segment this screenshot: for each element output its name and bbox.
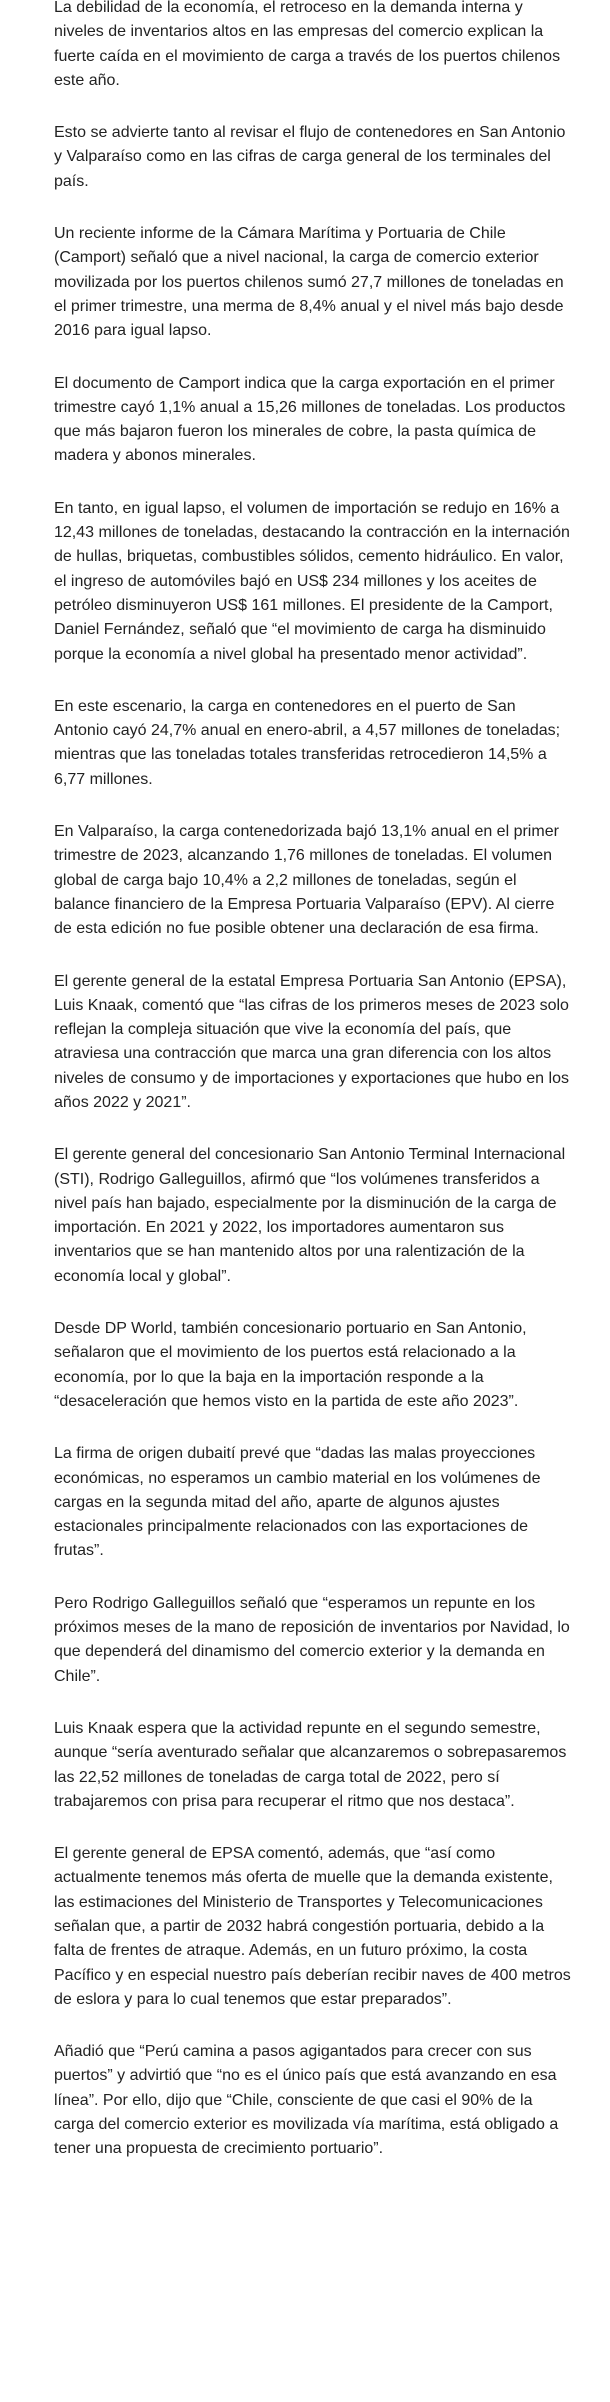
- paragraph-6: En este escenario, la carga en contenedores en el puerto de San Antonio cayó 24,7% anual en enero-abril, a 4,57 millones de toneladas; mientras que las toneladas totales transferidas retrocedieron 14,5% a 6,77 millones.: [54, 697, 561, 788]
- paragraph-8: El gerente general de la estatal Empresa Portuaria San Antonio (EPSA), Luis Knaak, comentó que “las cifras de los primeros meses de 2023 solo reflejan la compleja situación que vive la economía del país, que atraviesa una contracción que marca una gran diferencia con los altos niveles de consumo y de importaciones y exportaciones que hubo en los años 2022 y 2021”.: [54, 972, 569, 1111]
- paragraph-9: El gerente general del concesionario San Antonio Terminal Internacional (STI), Rodrigo Galleguillos, afirmó que “los volúmenes transferidos a nivel país han bajado, especialmente por la disminución de la carga de importación. En 2021 y 2022, los importadores aumentaron sus inventarios que se han mantenido altos por una ralentización de la economía local y global”.: [54, 1146, 566, 1285]
- paragraph-10: Desde DP World, también concesionario portuario en San Antonio, señalaron que el movimiento de los puertos está relacionado a la economía, por lo que la baja en la importación responde a la “desaceleración que hemos visto en la partida de este año 2023”.: [54, 1320, 527, 1410]
- paragraph-1: La debilidad de la economía, el retroceso en la demanda interna y niveles de inventarios altos en las empresas del comercio explican la fuerte caída en el movimiento de carga a través de los puertos chilenos este año.: [54, 0, 561, 89]
- paragraph-5: En tanto, en igual lapso, el volumen de importación se redujo en 16% a 12,43 millones de toneladas, destacando la contracción en la internación de hullas, briquetas, combustibles sólidos, cemento hidráulico. En valor, el ingreso de automóviles bajó en US$ 234 millones y los aceites de petróleo disminuyeron US$ 161 millones. El presidente de la Camport, Daniel Fernández, señaló que “el movimiento de carga ha disminuido porque la economía a nivel global ha presentado menor actividad”.: [54, 499, 570, 663]
- paragraph-13: Luis Knaak espera que la actividad repunte en el segundo semestre, aunque “sería aventurado señalar que alcanzaremos o sobrepasaremos las 22,52 millones de toneladas de carga total de 2022, pero sí trabajaremos con prisa para recuperar el ritmo que nos destaca”.: [54, 1719, 567, 1810]
- paragraph-11: La firma de origen dubaití prevé que “dadas las malas proyecciones económicas, no esperamos un cambio material en los volúmenes de cargas en la segunda mitad del año, aparte de algunos ajustes estacionales principalmente relacionados con las exportaciones de frutas”.: [54, 1445, 541, 1560]
- paragraph-15: Añadió que “Perú camina a pasos agigantados para crecer con sus puertos” y advirtió que “no es el único país que está avanzando en esa línea”. Por ello, dijo que “Chile, consciente de que casi el 90% de la carga del comercio exterior es movilizada vía marítima, está obligado a tener una propuesta de crecimiento portuario”.: [54, 2043, 559, 2158]
- paragraph-7: En Valparaíso, la carga contenedorizada bajó 13,1% anual en el primer trimestre de 2023, alcanzando 1,76 millones de toneladas. El volumen global de carga bajo 10,4% a 2,2 millones de toneladas, según el balance financiero de la Empresa Portuaria Valparaíso (EPV). Al cierre de esta edición no fue posible obtener una declaración de esa firma.: [54, 823, 559, 938]
- paragraph-14: El gerente general de EPSA comentó, además, que “así como actualmente tenemos más oferta de muelle que la demanda existente, las estimaciones del Ministerio de Transportes y Telecomunicaciones señalan que, a partir de 2032 habrá congestión portuaria, debido a la falta de frentes de atraque. Además, en un futuro próximo, la costa Pacífico y en especial nuestro país deberían recibir naves de 400 metros de eslora y para lo cual tenemos que estar preparados”.: [54, 1845, 571, 2008]
- paragraph-4: El documento de Camport indica que la carga exportación en el primer trimestre cayó 1,1% anual a 15,26 millones de toneladas. Los productos que más bajaron fueron los minerales de cobre, la pasta química de madera y abonos minerales.: [54, 374, 566, 465]
- paragraph-2: Esto se advierte tanto al revisar el flujo de contenedores en San Antonio y Valparaíso como en las cifras de carga general de los terminales del país.: [54, 124, 566, 190]
- paragraph-12: Pero Rodrigo Galleguillos señaló que “esperamos un repunte en los próximos meses de la mano de reposición de inventarios por Navidad, lo que dependerá del dinamismo del comercio exterior y la demanda en Chile”.: [54, 1594, 570, 1685]
- paragraph-3: Un reciente informe de la Cámara Marítima y Portuaria de Chile (Camport) señaló que a nivel nacional, la carga de comercio exterior movilizada por los puertos chilenos sumó 27,7 millones de toneladas en el primer trimestre, una merma de 8,4% anual y el nivel más bajo desde 2016 para igual lapso.: [54, 225, 564, 340]
